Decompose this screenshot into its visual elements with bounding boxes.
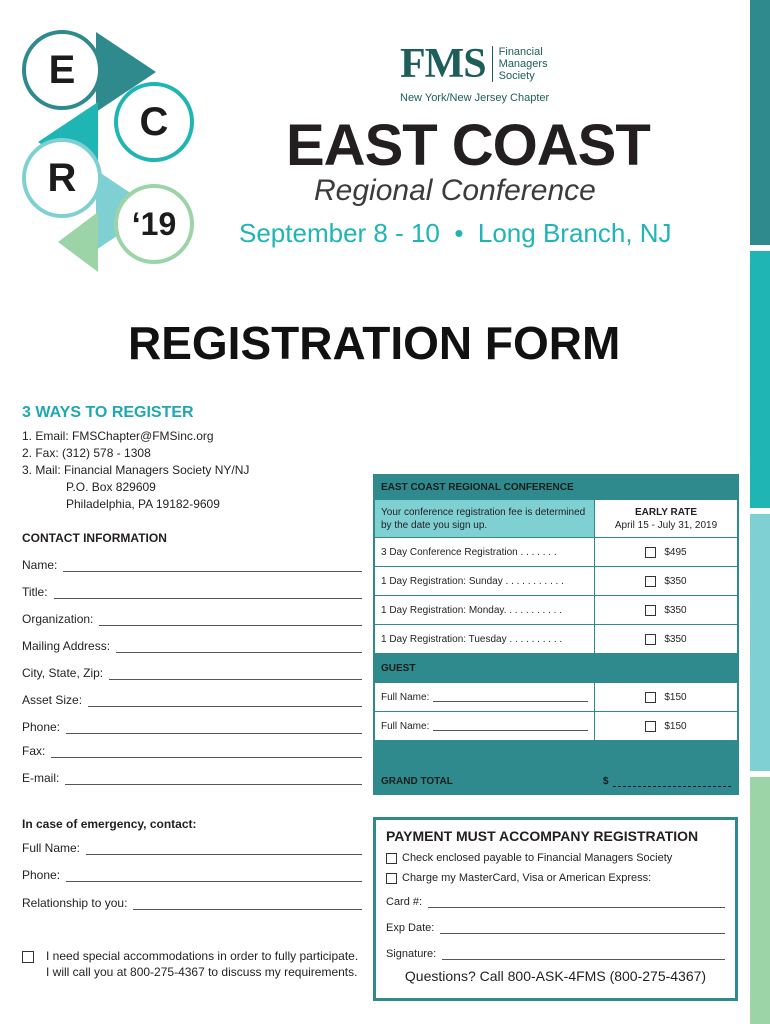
row-price[interactable]: [595, 567, 737, 595]
field-label: Relationship to you:: [22, 896, 128, 910]
fms-logo: [400, 40, 548, 88]
card-number-field[interactable]: [386, 896, 725, 908]
field-label: Mailing Address:: [22, 639, 111, 653]
conference-title: EAST COAST: [286, 113, 650, 178]
accommodations-option[interactable]: [22, 948, 362, 980]
field-line[interactable]: [63, 560, 362, 572]
conference-subtitle: Regional Conference: [314, 174, 596, 207]
guest-name-line[interactable]: [433, 722, 588, 731]
early-rate: [595, 500, 737, 537]
logo-letter-c: C: [114, 82, 194, 162]
contact-heading: CONTACT INFORMATION: [22, 531, 167, 545]
price-checkbox[interactable]: [645, 605, 656, 616]
field-line[interactable]: [66, 722, 362, 734]
logo-year: ‘19: [114, 184, 194, 264]
table-row: [375, 596, 737, 625]
signature-field[interactable]: [386, 948, 725, 960]
table-row: [375, 567, 737, 596]
fms-name-line: Financial: [498, 46, 543, 58]
mailing-address-field[interactable]: [22, 639, 362, 653]
row-label: 3 Day Conference Registration . . . . . . .: [375, 538, 595, 566]
check-option-checkbox[interactable]: [386, 853, 397, 864]
fms-name-line: Managers: [498, 58, 548, 70]
guest-name-line[interactable]: [433, 693, 588, 702]
field-label: Fax:: [22, 744, 46, 758]
table-row: [375, 538, 737, 567]
guest-name[interactable]: [375, 683, 595, 711]
fax-field[interactable]: [22, 744, 362, 758]
ways-list: [22, 428, 249, 513]
payment-box: [373, 817, 738, 1001]
price-checkbox[interactable]: [645, 547, 656, 558]
grand-total-label: GRAND TOTAL: [381, 776, 453, 787]
price-value: $350: [664, 604, 687, 616]
registration-table: [373, 474, 739, 795]
field-label: Organization:: [22, 612, 94, 626]
field-label: E-mail:: [22, 771, 60, 785]
table-header: [375, 476, 737, 500]
color-strip-2: [750, 251, 770, 508]
field-line[interactable]: [66, 870, 362, 882]
field-line[interactable]: [116, 641, 362, 653]
field-line[interactable]: [442, 949, 725, 960]
accommodations-checkbox[interactable]: [22, 951, 34, 963]
color-strip-1: [750, 0, 770, 245]
field-label: Signature:: [386, 948, 437, 960]
guest-row: [375, 683, 737, 712]
guest-row: [375, 712, 737, 741]
payment-heading: PAYMENT MUST ACCOMPANY REGISTRATION: [386, 828, 699, 844]
field-line[interactable]: [133, 898, 362, 910]
city-state-zip-field[interactable]: [22, 666, 362, 680]
fms-name: [499, 46, 548, 82]
way-fax: 2. Fax: (312) 578 - 1308: [22, 446, 151, 460]
price-checkbox[interactable]: [645, 576, 656, 587]
email-field[interactable]: [22, 771, 362, 785]
price-checkbox[interactable]: [645, 634, 656, 645]
ecr-logo: [18, 22, 203, 277]
emergency-phone-field[interactable]: [22, 868, 362, 882]
row-label: 1 Day Registration: Monday. . . . . . . . . . .: [375, 596, 595, 624]
grand-total-line[interactable]: [613, 778, 731, 787]
field-line[interactable]: [54, 587, 362, 599]
field-label: Card #:: [386, 896, 423, 908]
row-price[interactable]: [595, 596, 737, 624]
fms-abbr: FMS: [400, 41, 486, 87]
asset-size-field[interactable]: [22, 693, 362, 707]
card-option-label: Charge my MasterCard, Visa or American Express:: [402, 872, 652, 884]
field-label: Exp Date:: [386, 922, 435, 934]
fee-note: Your conference registration fee is determined by the date you sign up.: [375, 500, 595, 537]
field-label: Title:: [22, 585, 48, 599]
organization-field[interactable]: [22, 612, 362, 626]
date-location: September 8 - 10 • Long Branch, NJ: [239, 218, 672, 248]
field-label: Phone:: [22, 868, 61, 882]
field-line[interactable]: [51, 746, 362, 758]
color-strip-3: [750, 514, 770, 771]
ways-heading: 3 WAYS TO REGISTER: [22, 404, 194, 421]
field-label: Name:: [22, 558, 58, 572]
guest-price-value: $150: [664, 720, 687, 732]
chapter-name: New York/New Jersey Chapter: [400, 92, 550, 104]
field-label: Full Name:: [22, 841, 81, 855]
field-line[interactable]: [109, 668, 362, 680]
guest-price[interactable]: [595, 712, 737, 740]
guest-name-label: Full Name:: [381, 691, 430, 703]
mail-address-line: Philadelphia, PA 19182-9609: [66, 497, 220, 511]
emergency-heading: In case of emergency, contact:: [22, 817, 197, 831]
fms-name-line: Society: [498, 70, 535, 82]
price-value: $350: [664, 575, 687, 587]
guest-checkbox[interactable]: [645, 692, 656, 703]
grand-total-value: $: [603, 776, 609, 787]
field-label: Asset Size:: [22, 693, 83, 707]
grand-total-row: [375, 741, 737, 793]
price-value: $495: [664, 546, 687, 558]
logo-letter-r: R: [22, 138, 102, 218]
fms-divider: [492, 46, 493, 82]
emergency-name-field[interactable]: [22, 841, 362, 855]
title-field[interactable]: [22, 585, 362, 599]
way-email: 1. Email: FMSChapter@FMSinc.org: [22, 429, 214, 443]
table-row: [375, 625, 737, 654]
check-option-label: Check enclosed payable to Financial Managers Society: [402, 852, 673, 864]
guest-checkbox[interactable]: [645, 721, 656, 732]
early-rate-label: EARLY RATE: [634, 506, 698, 518]
guest-header: [375, 654, 737, 683]
row-label: 1 Day Registration: Tuesday . . . . . . . . . .: [375, 625, 595, 653]
field-line[interactable]: [88, 695, 362, 707]
card-option-checkbox[interactable]: [386, 873, 397, 884]
payment-option-check[interactable]: [386, 852, 725, 864]
color-strip-4: [750, 777, 770, 1024]
guest-price[interactable]: [595, 683, 737, 711]
row-price[interactable]: [595, 538, 737, 566]
mail-address-line: P.O. Box 829609: [66, 480, 156, 494]
form-title: REGISTRATION FORM: [128, 317, 621, 369]
payment-option-card[interactable]: [386, 872, 725, 884]
fee-row: [375, 500, 737, 538]
field-line[interactable]: [65, 773, 362, 785]
table-header-label: EAST COAST REGIONAL CONFERENCE: [381, 482, 574, 493]
field-label: City, State, Zip:: [22, 666, 104, 680]
phone-field[interactable]: [22, 720, 362, 734]
emergency-relationship-field[interactable]: [22, 896, 362, 910]
questions-line: Questions? Call 800-ASK-4FMS (800-275-4367): [404, 968, 707, 984]
exp-date-field[interactable]: [386, 922, 725, 934]
logo-letter-e: E: [22, 30, 102, 110]
row-label: 1 Day Registration: Sunday . . . . . . . . . . .: [375, 567, 595, 595]
name-field[interactable]: [22, 558, 362, 572]
guest-name[interactable]: [375, 712, 595, 740]
logo-triangle-4: [58, 212, 98, 272]
price-value: $350: [664, 633, 687, 645]
field-line[interactable]: [99, 614, 362, 626]
guest-label: GUEST: [381, 662, 416, 674]
field-line[interactable]: [86, 843, 362, 855]
guest-name-label: Full Name:: [381, 720, 430, 732]
early-rate-dates: April 15 - July 31, 2019: [614, 519, 718, 531]
field-line[interactable]: [428, 897, 725, 908]
accommodations-text: I need special accommodations in order to fully participate. I will call you at 800-275-4367 to discuss my requirements.: [46, 949, 359, 979]
guest-price-value: $150: [664, 691, 687, 703]
field-label: Phone:: [22, 720, 61, 734]
way-mail: 3. Mail: Financial Managers Society NY/NJ: [22, 463, 250, 477]
row-price[interactable]: [595, 625, 737, 653]
field-line[interactable]: [440, 923, 725, 934]
